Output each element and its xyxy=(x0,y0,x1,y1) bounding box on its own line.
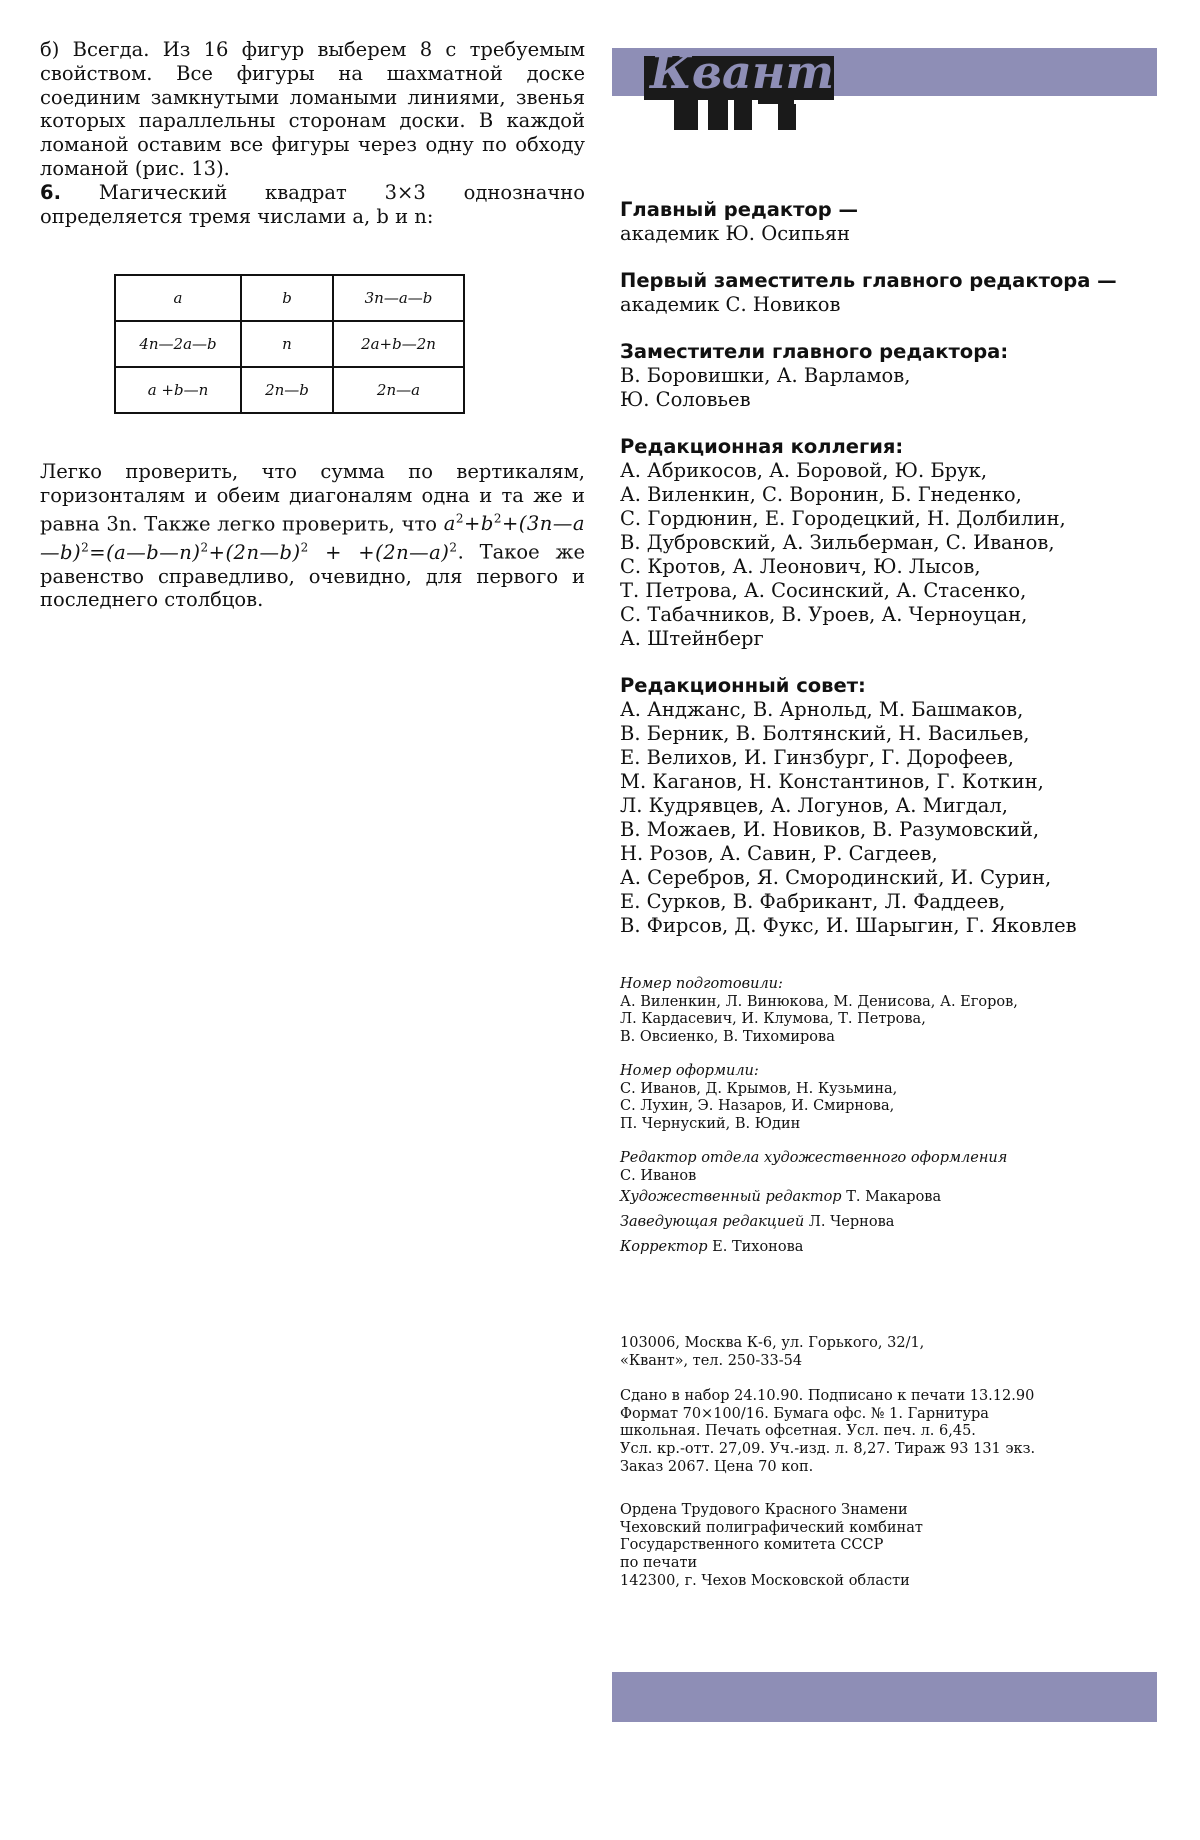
designed-heading: Номер оформили: xyxy=(620,1063,759,1079)
eq-exponent: 2 xyxy=(300,540,309,555)
eq-term: +(2n—a) xyxy=(358,540,450,564)
list-item: В. Берник, В. Болтянский, Н. Васильев, xyxy=(620,722,1030,745)
deputies-block xyxy=(620,340,1165,412)
list-item: П. Чернуский, В. Юдин xyxy=(620,1115,801,1132)
chief-editor-name: академик Ю. Осипьян xyxy=(620,222,851,245)
proofreader-name: Е. Тихонова xyxy=(707,1239,804,1255)
table-cell: 2n—a xyxy=(333,367,464,413)
list-item: С. Кротов, А. Леонович, Ю. Лысов, xyxy=(620,555,981,578)
table-row xyxy=(115,275,464,321)
paragraph-verification xyxy=(40,460,585,612)
list-item: В. Боровишки, А. Варламов, xyxy=(620,364,911,387)
print-info-line: Усл. кр.-отт. 27,09. Уч.-изд. л. 8,27. Тираж 93 131 экз. xyxy=(620,1440,1036,1457)
list-item: С. Лухин, Э. Назаров, И. Смирнова, xyxy=(620,1098,895,1114)
head-office-name: Л. Чернова xyxy=(804,1214,895,1230)
editorial-board-heading: Редакционная коллегия: xyxy=(620,435,904,458)
eq-term: +b xyxy=(463,512,494,536)
table-cell: a +b—n xyxy=(115,367,241,413)
editorial-board-block xyxy=(620,435,1165,651)
address-line: «Квант», тел. 250-33-54 xyxy=(620,1352,803,1369)
print-info-line: Сдано в набор 24.10.90. Подписано к печати 13.12.90 xyxy=(620,1388,1035,1405)
prepared-heading: Номер подготовили: xyxy=(620,976,783,992)
list-item: С. Гордюнин, Е. Городецкий, Н. Долбилин, xyxy=(620,507,1066,530)
first-deputy-heading: Первый заместитель главного редактора — xyxy=(620,269,1117,292)
eq-term: +(2n—b) xyxy=(208,540,301,564)
editorial-council-heading: Редакционный совет: xyxy=(620,674,866,697)
table-cell: 2a+b—2n xyxy=(333,321,464,367)
printer-line: Ордена Трудового Красного Знамени xyxy=(620,1502,908,1519)
table-row xyxy=(115,321,464,367)
table-row xyxy=(115,367,464,413)
logo-text: Квант xyxy=(650,45,835,99)
art-dept-name: С. Иванов xyxy=(620,1167,697,1184)
list-item: Н. Розов, А. Савин, Р. Сагдеев, xyxy=(620,842,938,865)
magic-square-table xyxy=(114,274,465,414)
art-editor-label: Художественный редактор xyxy=(620,1189,842,1205)
head-office-label: Заведующая редакцией xyxy=(620,1214,805,1230)
list-item: А. Виленкин, С. Воронин, Б. Гнеденко, xyxy=(620,483,1022,506)
list-item: Л. Кардасевич, И. Клумова, Т. Петрова, xyxy=(620,1011,926,1027)
table-cell: n xyxy=(241,321,333,367)
table-cell: a xyxy=(115,275,241,321)
prepared-block xyxy=(620,976,1160,1046)
eq-exponent: 2 xyxy=(493,511,502,526)
list-item: А. Штейнберг xyxy=(620,627,764,650)
table-cell: 3n—a—b xyxy=(333,275,464,321)
list-item: А. Абрикосов, А. Боровой, Ю. Брук, xyxy=(620,459,988,482)
problem-6-text: Магический квадрат 3×3 однозначно определяется тремя числами a, b и n: xyxy=(40,180,586,228)
address-line: 103006, Москва К-6, ул. Горького, 32/1, xyxy=(620,1335,925,1351)
editorial-staff xyxy=(620,198,1165,961)
printer-line: по печати xyxy=(620,1554,698,1571)
paragraph-problem-6 xyxy=(40,181,585,229)
paragraph-solution-b: б) Всегда. Из 16 фигур выберем 8 с требуемым свойством. Все фигуры на шахматной доске соединим замкнутыми ломаными линиями, звенья которых параллельны сторонам доски. В каждой ломаной оставим все фигуры через одну по обходу ломаной (рис. 13). xyxy=(40,38,585,180)
list-item: В. Фирсов, Д. Фукс, И. Шарыгин, Г. Яковлев xyxy=(620,914,1077,937)
printer-line: Государственного комитета СССР xyxy=(620,1537,884,1554)
table-cell: 4n—2a—b xyxy=(115,321,241,367)
eq-exponent: 2 xyxy=(200,540,209,555)
problem-number: 6. xyxy=(40,180,61,204)
art-editor-name: Т. Макарова xyxy=(841,1189,942,1205)
chief-editor-block xyxy=(620,198,1165,246)
list-item: А. Виленкин, Л. Винюкова, М. Денисова, А. Егоров, xyxy=(620,993,1018,1010)
deputies-heading: Заместители главного редактора: xyxy=(620,340,1009,363)
list-item: В. Можаев, И. Новиков, В. Разумовский, xyxy=(620,818,1040,841)
table-cell: 2n—b xyxy=(241,367,333,413)
publisher-info xyxy=(620,1335,1160,1590)
proofreader-label: Корректор xyxy=(620,1239,708,1255)
eq-term: +(3n—a—b) xyxy=(40,512,585,564)
art-editor-line xyxy=(620,1185,1160,1210)
printer-line: 142300, г. Чехов Московской области xyxy=(620,1572,910,1589)
printer-line: Чеховский полиграфический комбинат xyxy=(620,1519,923,1536)
list-item: С. Иванов, Д. Крымов, Н. Кузьмина, xyxy=(620,1080,898,1097)
art-dept-heading: Редактор отдела художественного оформления xyxy=(620,1150,1008,1166)
head-office-line xyxy=(620,1210,1160,1235)
list-item: М. Каганов, Н. Константинов, Г. Коткин, xyxy=(620,770,1044,793)
proofreader-line xyxy=(620,1235,1160,1260)
list-item: Е. Сурков, В. Фабрикант, Л. Фаддеев, xyxy=(620,890,1006,913)
list-item: Е. Велихов, И. Гинзбург, Г. Дорофеев, xyxy=(620,746,1014,769)
issue-credits xyxy=(620,976,1160,1260)
print-info-line: Заказ 2067. Цена 70 коп. xyxy=(620,1458,814,1475)
print-info-line: школьная. Печать офсетная. Усл. печ. л. 6,45. xyxy=(620,1423,976,1440)
eq-term: a xyxy=(443,512,456,536)
list-item: В. Овсиенко, В. Тихомирова xyxy=(620,1028,835,1045)
first-deputy-block xyxy=(620,269,1165,317)
list-item: Т. Петрова, А. Сосинский, А. Стасенко, xyxy=(620,579,1027,602)
list-item: В. Дубровский, А. Зильберман, С. Иванов, xyxy=(620,531,1055,554)
verification-text: Легко проверить, что сумма по вертикалям, горизонталям и обеим диагоналям одна и та же и равна 3n. Также легко проверить, что xyxy=(40,460,585,536)
kvant-logo-graphic xyxy=(638,30,878,132)
kvant-logo xyxy=(638,30,878,132)
verification-tail: . Такое же равенство справедливо, очевидно, для первого и последнего столбцов. xyxy=(40,540,585,612)
footer-color-band xyxy=(612,1672,1157,1722)
eq-exponent: 2 xyxy=(455,511,464,526)
eq-exponent: 2 xyxy=(81,540,90,555)
table-cell: b xyxy=(241,275,333,321)
left-column xyxy=(40,38,585,612)
chief-editor-heading: Главный редактор — xyxy=(620,198,859,221)
print-info-line: Формат 70×100/16. Бумага офс. № 1. Гарнитура xyxy=(620,1405,989,1422)
list-item: А. Анджанс, В. Арнольд, М. Башмаков, xyxy=(620,698,1024,721)
list-item: А. Серебров, Я. Смородинский, И. Сурин, xyxy=(620,866,1052,889)
first-deputy-name: академик С. Новиков xyxy=(620,293,841,316)
eq-exponent: 2 xyxy=(449,540,458,555)
editorial-council-block xyxy=(620,674,1165,938)
list-item: Ю. Соловьев xyxy=(620,388,751,411)
art-dept-block xyxy=(620,1150,1160,1185)
eq-term: =(a—b—n) xyxy=(89,540,201,564)
list-item: Л. Кудрявцев, А. Логунов, А. Мигдал, xyxy=(620,794,1009,817)
eq-term: + xyxy=(308,540,342,564)
designed-block xyxy=(620,1063,1160,1133)
list-item: С. Табачников, В. Уроев, А. Черноуцан, xyxy=(620,603,1028,626)
